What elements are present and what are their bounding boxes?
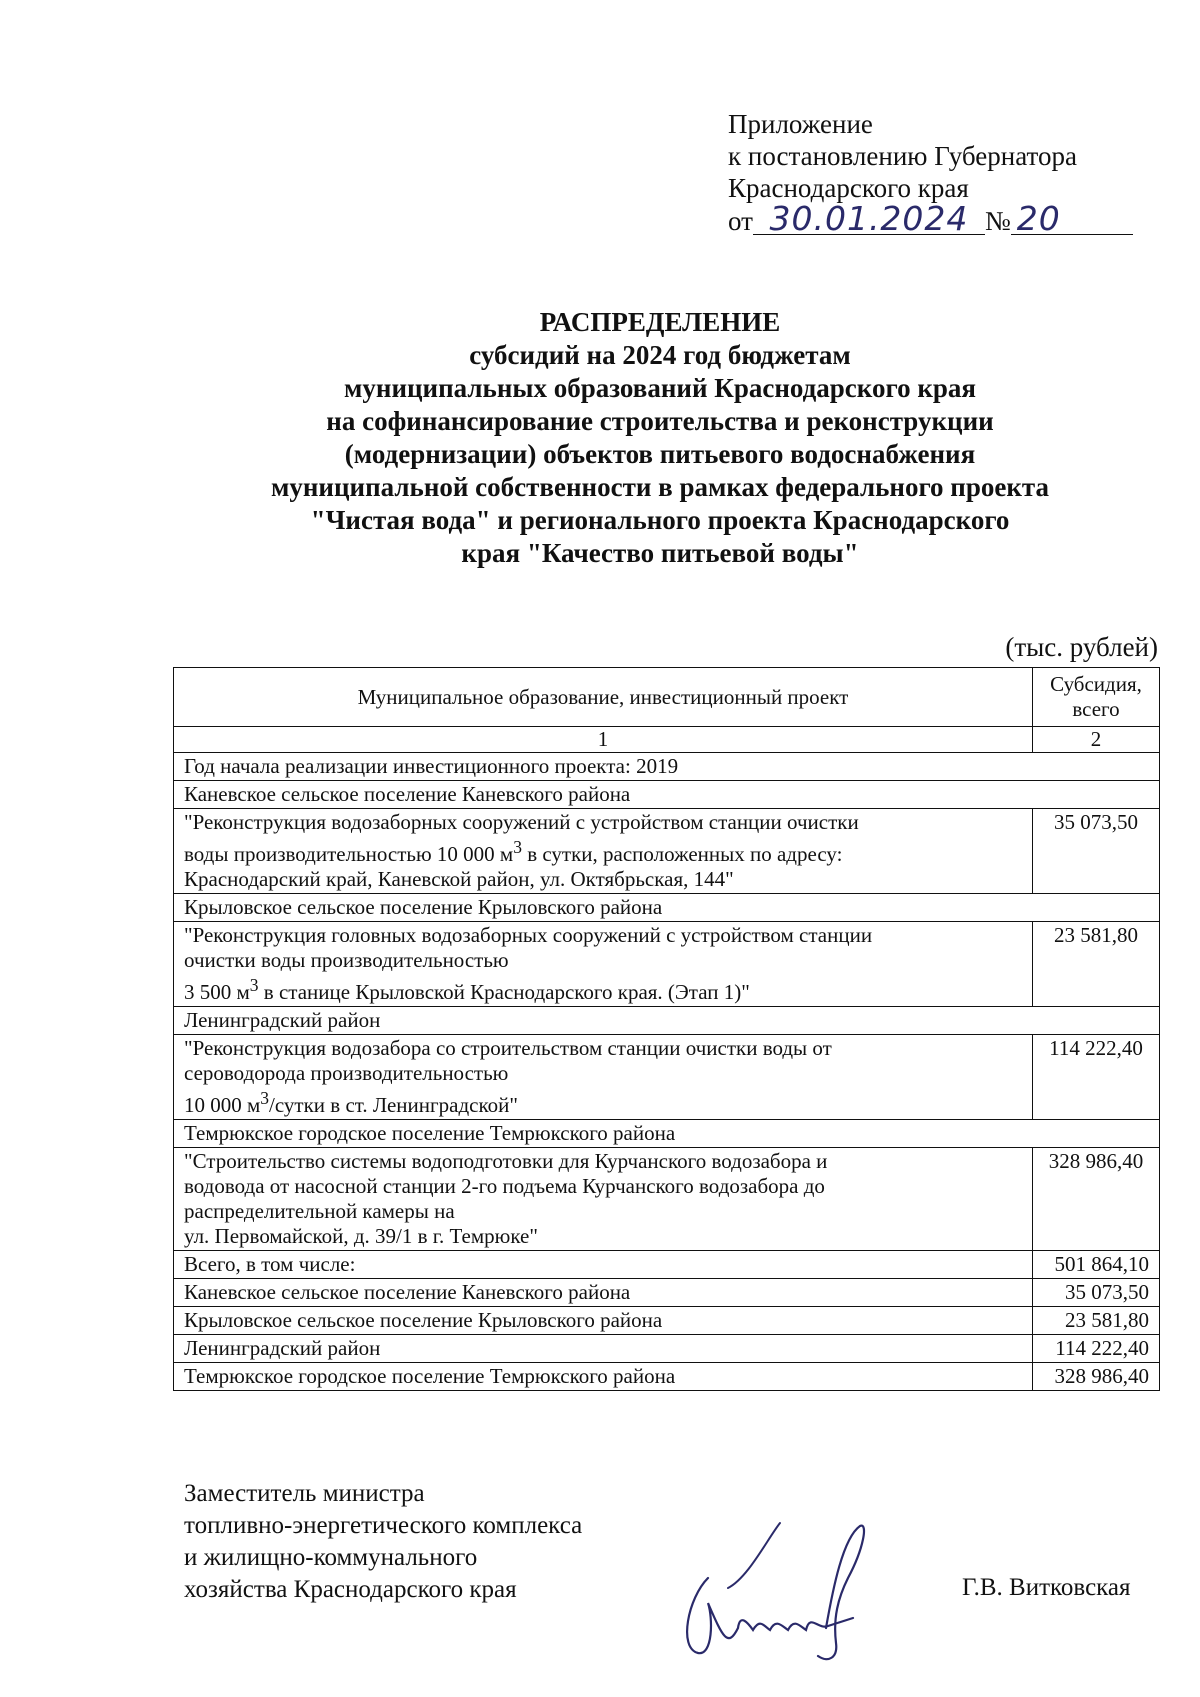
project-line: "Реконструкция водозабора со строительством станции очистки воды от — [184, 1036, 832, 1060]
project-line: очистки воды производительностью — [184, 948, 509, 972]
project-subsidy: 23 581,80 — [1033, 922, 1160, 1007]
table-row — [174, 1120, 1160, 1148]
title-line-6: муниципальной собственности в рамках федерального проекта — [270, 472, 1050, 502]
project-line: "Реконструкция водозаборных сооружений с устройством станции очистки — [184, 810, 859, 834]
start-year-row: Год начала реализации инвестиционного проекта: 2019 — [174, 753, 1160, 781]
appendix-line-3: Краснодарского края — [728, 173, 969, 203]
total-item-sum: 114 222,40 — [1033, 1335, 1160, 1363]
title-line-5: (модернизации) объектов питьевого водоснабжения — [344, 439, 976, 469]
total-item-name: Крыловское сельское поселение Крыловского района — [174, 1307, 1033, 1335]
title-line-7: "Чистая вода" и регионального проекта Краснодарского — [310, 505, 1010, 535]
table-row — [174, 781, 1160, 809]
superscript: 3 — [513, 837, 522, 857]
project-description — [174, 809, 1033, 894]
table-row — [174, 1251, 1160, 1279]
unit-label: (тыс. рублей) — [1005, 632, 1158, 662]
project-line: водовода от насосной станции 2-го подъема Курчанского водозабора до — [184, 1174, 825, 1198]
project-subsidy: 114 222,40 — [1033, 1035, 1160, 1120]
position-line-3: и жилищно-коммунального — [184, 1544, 478, 1571]
title-line-8: края "Качество питьевой воды" — [461, 538, 859, 568]
table-row — [174, 922, 1160, 1007]
project-line: Краснодарский край, Каневской район, ул. Октябрьская, 144" — [184, 867, 734, 891]
project-text: /сутки в ст. Ленинградской" — [269, 1093, 518, 1117]
index-col-2: 2 — [1033, 727, 1160, 753]
position-line-2: топливно-энергетического комплекса — [184, 1512, 583, 1539]
table-index-row — [174, 727, 1160, 753]
title-line-4: на софинансирование строительства и реконструкции — [326, 406, 994, 436]
title-line-1: РАСПРЕДЕЛЕНИЕ — [539, 307, 781, 337]
project-description — [174, 922, 1033, 1007]
superscript: 3 — [260, 1088, 270, 1108]
project-text: 10 000 м — [184, 1093, 261, 1117]
superscript: 3 — [249, 975, 259, 995]
project-description — [174, 1035, 1033, 1120]
total-sum: 501 864,10 — [1033, 1251, 1160, 1279]
table-row — [174, 1279, 1160, 1307]
table-row — [174, 1035, 1160, 1120]
project-line: ул. Первомайской, д. 39/1 в г. Темрюке" — [184, 1224, 538, 1248]
total-label: Всего, в том числе: — [174, 1251, 1033, 1279]
header-project: Муниципальное образование, инвестиционный проект — [174, 668, 1033, 727]
table-header-row — [174, 668, 1160, 727]
project-line: "Строительство системы водоподготовки для Курчанского водозабора и — [184, 1149, 828, 1173]
project-text: 3 500 м — [184, 980, 250, 1004]
municipality-name: Крыловское сельское поселение Крыловского района — [174, 894, 1160, 922]
table-row — [174, 753, 1160, 781]
municipality-name: Ленинградский район — [174, 1007, 1160, 1035]
header-subsidy-line-2: всего — [1072, 697, 1120, 721]
project-text: в станице Крыловской Краснодарского края. (Этап 1)" — [258, 980, 750, 1004]
header-subsidy-line-1: Субсидия, — [1050, 672, 1142, 696]
decree-number: 20 — [1011, 204, 1133, 235]
total-item-name: Каневское сельское поселение Каневского района — [174, 1279, 1033, 1307]
project-line: распределительной камеры на — [184, 1199, 455, 1223]
title-line-2: субсидий на 2024 год бюджетам — [469, 340, 851, 370]
date-prefix: от — [728, 206, 753, 236]
appendix-date-line — [728, 199, 1133, 238]
appendix-line-2: к постановлению Губернатора — [728, 141, 1077, 171]
subsidy-table — [173, 667, 1160, 1391]
signatory-position — [184, 1478, 582, 1606]
table-row — [174, 1007, 1160, 1035]
project-line: сероводорода производительностью — [184, 1061, 509, 1085]
table-row — [174, 1335, 1160, 1363]
index-col-1: 1 — [174, 727, 1033, 753]
municipality-name: Каневское сельское поселение Каневского района — [174, 781, 1160, 809]
position-line-4: хозяйства Краснодарского края — [184, 1576, 517, 1603]
project-line — [184, 973, 1022, 1005]
table-row — [174, 1363, 1160, 1391]
project-description — [174, 1148, 1033, 1251]
appendix-line-1: Приложение — [728, 109, 873, 139]
number-prefix: № — [984, 206, 1011, 236]
position-line-1: Заместитель министра — [184, 1480, 425, 1507]
municipality-name: Темрюкское городское поселение Темрюкского района — [174, 1120, 1160, 1148]
total-item-sum: 328 986,40 — [1033, 1363, 1160, 1391]
total-item-sum: 23 581,80 — [1033, 1307, 1160, 1335]
header-subsidy — [1033, 668, 1160, 727]
signer-name: Г.В. Витковская — [962, 1574, 1131, 1601]
total-item-name: Темрюкское городское поселение Темрюкского района — [174, 1363, 1033, 1391]
total-item-sum: 35 073,50 — [1033, 1279, 1160, 1307]
appendix-block — [728, 108, 1133, 237]
project-line: "Реконструкция головных водозаборных сооружений с устройством станции — [184, 923, 873, 947]
project-text: в сутки, расположенных по адресу: — [521, 842, 843, 866]
project-subsidy: 35 073,50 — [1033, 809, 1160, 894]
project-line — [184, 835, 1022, 867]
total-item-name: Ленинградский район — [174, 1335, 1033, 1363]
decree-date: 30.01.2024 — [753, 204, 985, 235]
project-subsidy: 328 986,40 — [1033, 1148, 1160, 1251]
handwritten-signature — [668, 1518, 878, 1668]
table-row — [174, 1148, 1160, 1251]
project-text: воды производительностью 10 000 м — [184, 842, 514, 866]
table-row — [174, 894, 1160, 922]
table-row — [174, 809, 1160, 894]
project-line — [184, 1086, 1022, 1118]
document-title — [130, 306, 1190, 570]
table-row — [174, 1307, 1160, 1335]
title-line-3: муниципальных образований Краснодарского края — [344, 373, 976, 403]
